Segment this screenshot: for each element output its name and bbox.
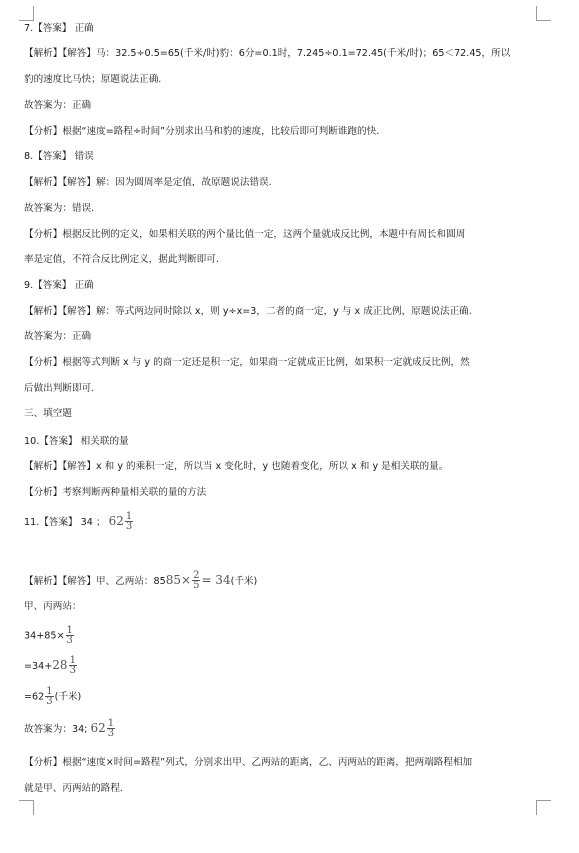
fraction: [125, 512, 133, 531]
unit-label: (千米): [54, 691, 82, 703]
mixed-number: [90, 718, 116, 739]
unit-label: (千米): [230, 576, 258, 587]
ac-label: 甲、丙两站：: [24, 601, 82, 612]
ac-step-2: [24, 656, 78, 675]
q11-method-cont: 就是甲、丙两站的路程.: [24, 783, 123, 794]
formula-part: =62: [24, 691, 45, 703]
q8-method: 【分析】根据反比例的定义，如果相关联的两个量比值一定，这两个量就成反比例，本题中有周长和圆周: [24, 229, 466, 240]
fraction-numerator: 1: [66, 625, 73, 636]
fraction-denominator: 3: [69, 665, 76, 676]
mixed-whole: 62: [108, 514, 124, 528]
fraction-denominator: 3: [107, 728, 115, 739]
formula-result: = 34: [201, 573, 231, 587]
q8-answer: 8.【答案】 错误: [24, 151, 94, 162]
formula-part: 85×: [165, 573, 192, 587]
corner-mark-top-left: [19, 6, 34, 21]
q7-analysis-cont: 豹的速度比马快；原题说法正确.: [24, 74, 162, 85]
q9-method-cont: 后做出判断即可.: [24, 383, 95, 394]
fraction-numerator: 1: [125, 511, 133, 522]
ac-step-1: [24, 626, 75, 645]
mixed-whole: 28: [52, 658, 68, 672]
fraction-numerator: 1: [69, 655, 76, 666]
q9-conclusion: 故答案为：正确: [24, 331, 92, 342]
fraction-numerator: 1: [46, 686, 53, 697]
fraction: [45, 687, 53, 706]
fraction-numerator: 2: [193, 570, 200, 581]
q7-conclusion: 故答案为：正确: [24, 100, 92, 111]
fraction-denominator: 3: [66, 635, 73, 646]
q7-analysis: 【解析】【解答】马：32.5÷0.5=65(千米/时)豹：6分=0.1时，7.245÷0.1=72.45(千米/时)；65＜72.45，所以: [24, 48, 511, 59]
corner-mark-top-right: [536, 6, 551, 21]
fraction-denominator: 5: [193, 580, 200, 591]
ac-step-3: [24, 687, 81, 706]
q7-answer: 7.【答案】 正确: [24, 23, 94, 34]
q11-answer: [24, 512, 134, 531]
corner-mark-bottom-right: [536, 800, 551, 815]
q8-analysis: 【解析】【解答】解：因为圆周率是定值，故原题说法错误.: [24, 177, 272, 188]
q9-method: 【分析】根据等式判断 x 与 y 的商一定还是积一定，如果商一定就成正比例，如果积一定就成反比例，然: [24, 357, 470, 368]
q8-conclusion: 故答案为：错误.: [24, 203, 95, 214]
q11-answer-label: 11.【答案】 34 ；: [24, 517, 106, 528]
fraction-denominator: 3: [125, 521, 133, 532]
fraction: [192, 571, 200, 590]
fraction: [69, 656, 77, 675]
q11-analysis: [24, 571, 257, 590]
formula-part: 34+85×: [24, 630, 65, 642]
q9-analysis: 【解析】【解答】解：等式两边同时除以 x，则 y÷x=3，二者的商一定，y 与 x 成正比例，原题说法正确.: [24, 306, 472, 317]
q11-analysis-label: 【解析】【解答】甲、乙两站：85: [24, 576, 166, 587]
fraction-denominator: 3: [46, 696, 53, 707]
q9-answer: 9.【答案】 正确: [24, 280, 94, 291]
q11-answer-mixed-number: [108, 511, 135, 532]
q11-method: 【分析】根据“速度×时间=路程”列式，分别求出甲、乙两站的距离，乙、丙两站的距离，把两端路程相加: [24, 757, 473, 768]
formula-ab: [165, 570, 231, 591]
conclusion-label: 故答案为：34;: [24, 724, 88, 735]
mixed-number: [52, 655, 78, 676]
mixed-whole: 62: [90, 721, 106, 735]
fraction: [66, 626, 74, 645]
formula-part: =34+: [24, 661, 53, 672]
q11-conclusion: [24, 719, 116, 738]
q10-method: 【分析】考察判断两种量相关联的量的方法: [24, 487, 207, 498]
corner-mark-bottom-left: [19, 800, 34, 815]
q10-answer: 10.【答案】 相关联的量: [24, 436, 129, 447]
fraction: [107, 719, 115, 738]
q8-method-cont: 率是定值，不符合反比例定义，据此判断即可.: [24, 254, 219, 265]
q10-analysis: 【解析】【解答】x 和 y 的乘积一定，所以当 x 变化时，y 也随着变化，所以 x 和 y 是相关联的量。: [24, 461, 449, 472]
section-heading: 三、填空题: [24, 408, 72, 419]
q7-method: 【分析】根据“速度=路程÷时间”分别求出马和豹的速度，比较后即可判断谁跑的快.: [24, 126, 380, 137]
fraction-numerator: 1: [107, 718, 115, 729]
